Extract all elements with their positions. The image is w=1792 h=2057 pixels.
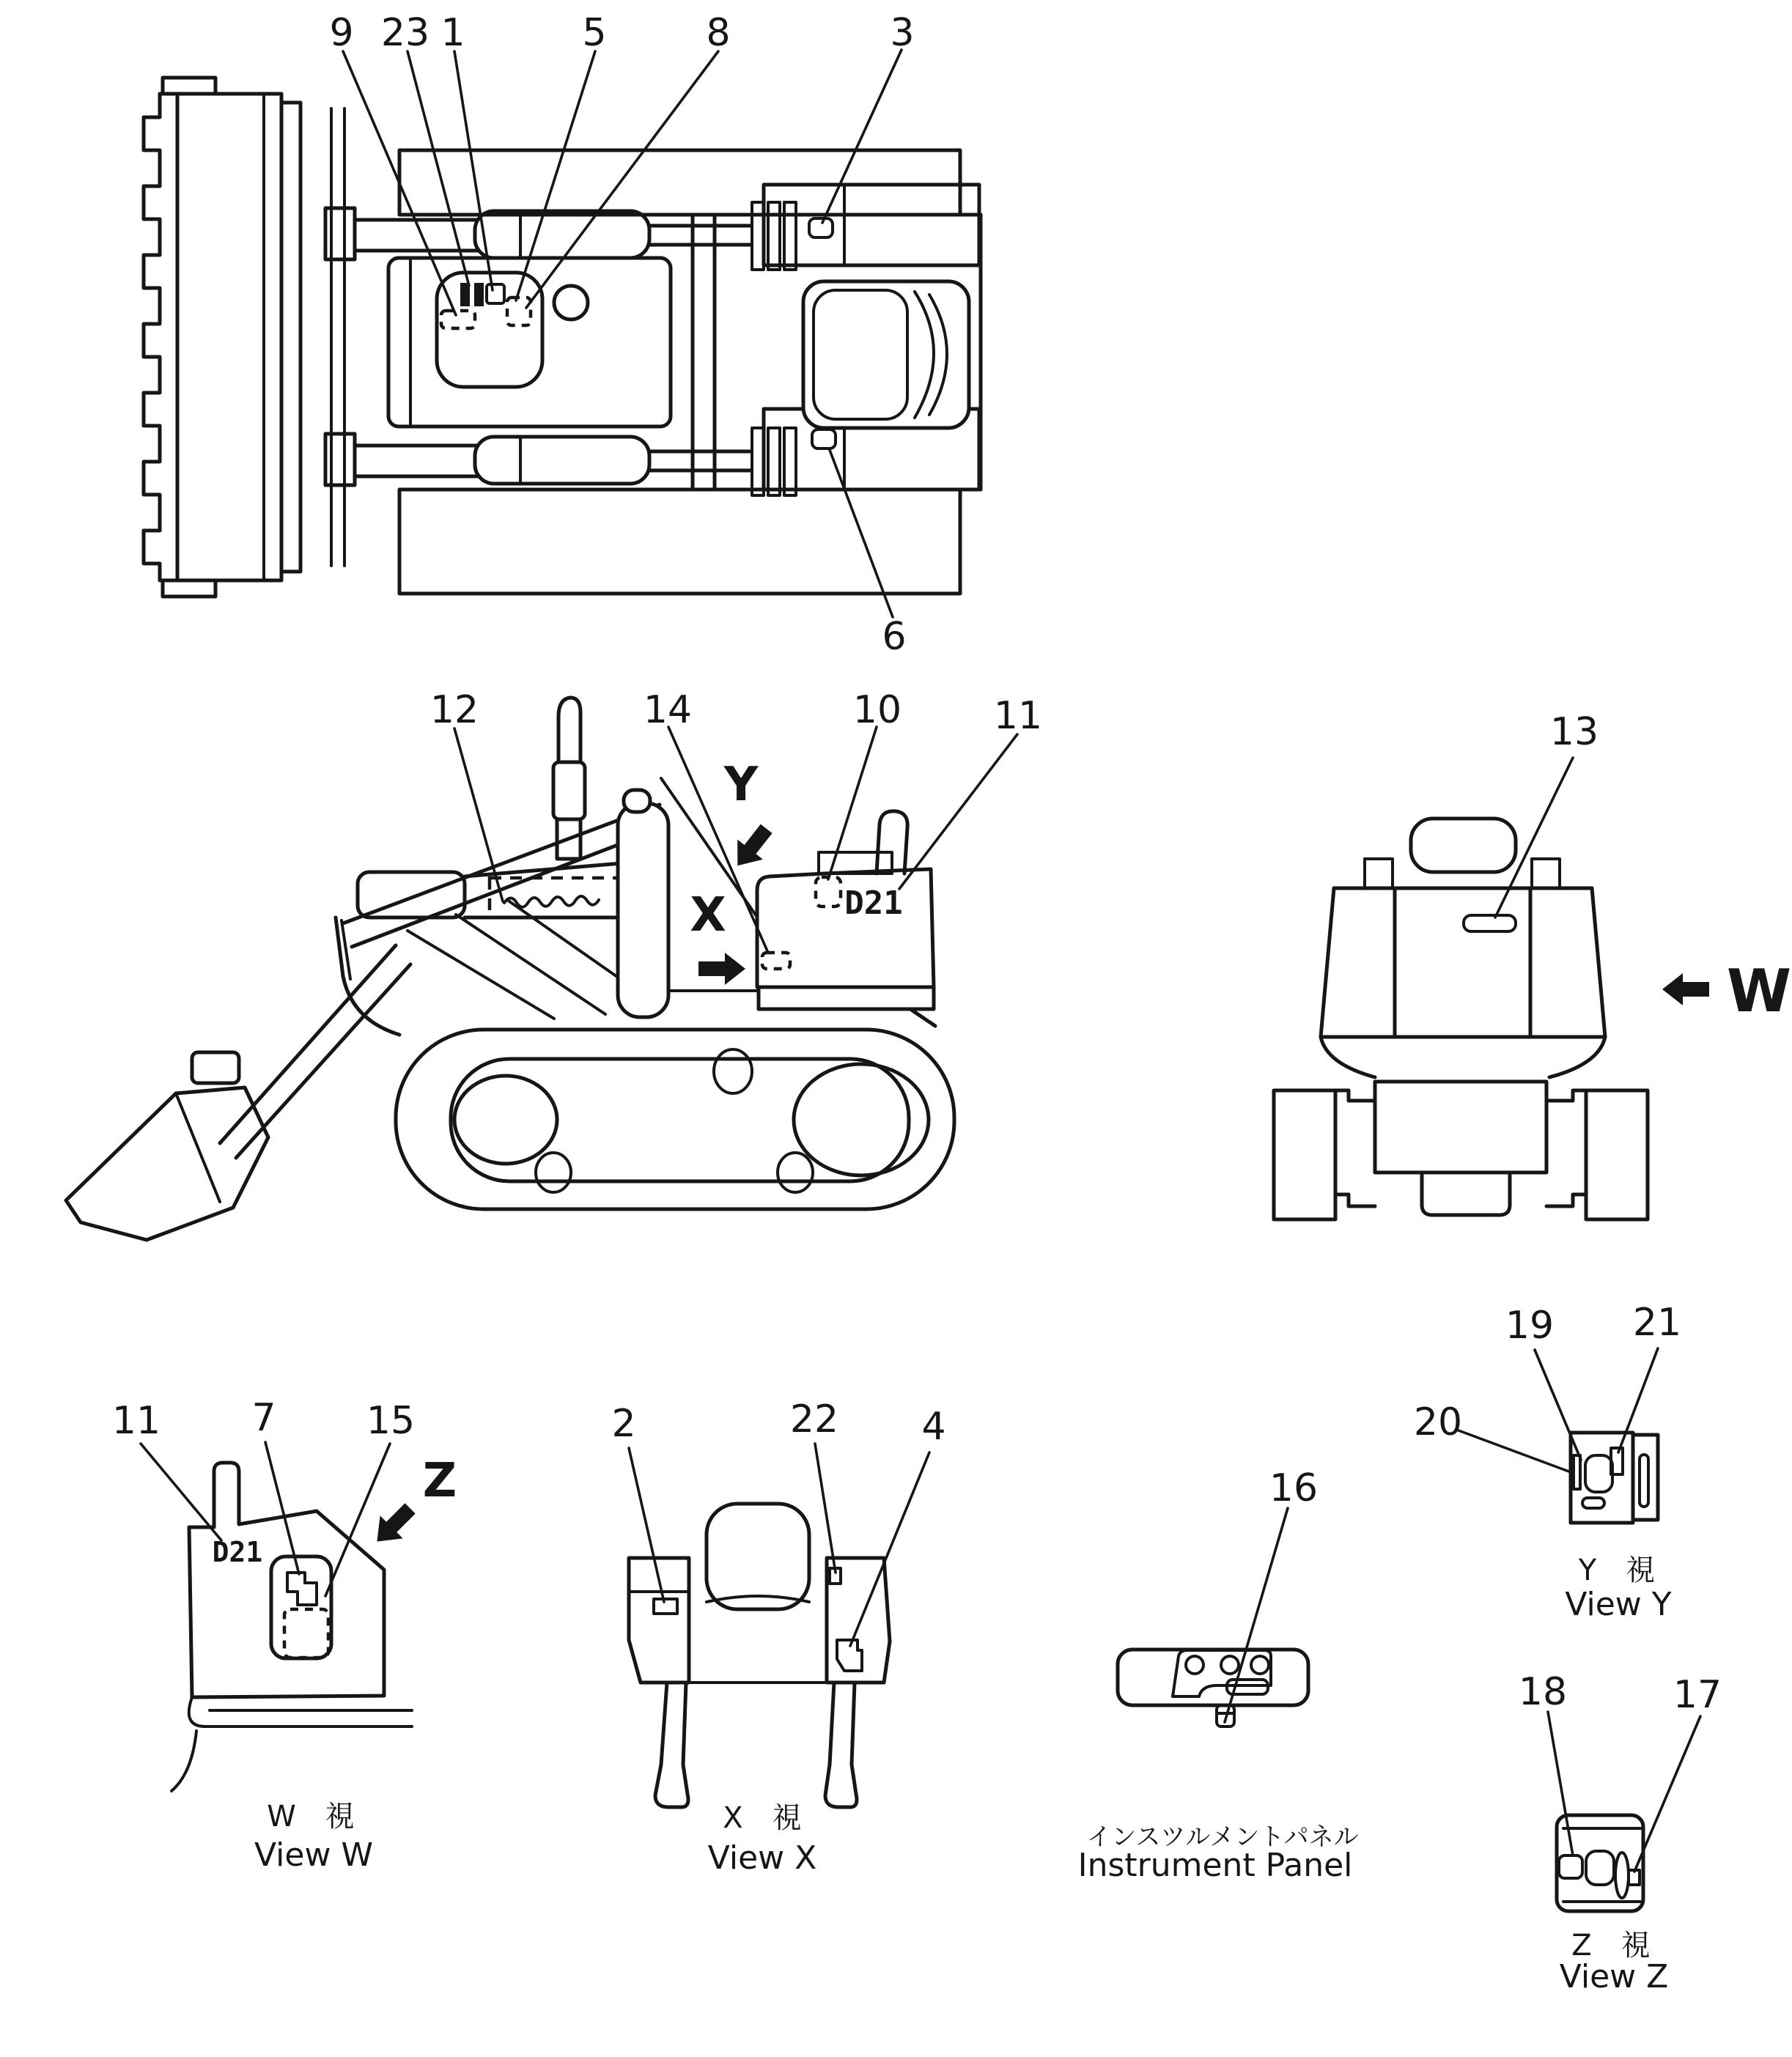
leader-11 — [899, 734, 1017, 889]
caption-view-y-jp: Y 視 — [1578, 1554, 1656, 1587]
leader-w11 — [141, 1444, 221, 1540]
callout-19-label: 19 — [1505, 1304, 1555, 1348]
view-x-direction-arrow — [698, 953, 745, 985]
caption-instrument-panel-en: Instrument Panel — [1077, 1847, 1353, 1884]
top-view — [144, 11, 981, 659]
view-w-detail — [112, 1396, 457, 1874]
plate-13 — [1464, 915, 1516, 931]
leader-19 — [1535, 1350, 1581, 1460]
seat-back-pillar — [618, 790, 668, 1017]
view-letter-z: Z — [422, 1454, 457, 1508]
gauge-1 — [1186, 1656, 1203, 1674]
mark-position-14 — [762, 953, 790, 969]
mark-19 — [1585, 1455, 1612, 1492]
leader-13 — [1495, 758, 1573, 917]
rear-track-right — [1586, 1090, 1648, 1219]
view-y-plate — [1571, 1433, 1658, 1523]
rear-undercarriage — [1274, 1037, 1648, 1219]
caption-instrument-panel-jp: インスツルメントパネル — [1086, 1823, 1359, 1852]
callout-9-label: 9 — [329, 11, 354, 55]
gauge-2 — [1221, 1656, 1239, 1674]
caption-view-x-en: View X — [707, 1839, 817, 1877]
callout-x4-label: 4 — [921, 1405, 946, 1449]
callout-w7-label: 7 — [251, 1396, 276, 1440]
view-z-plate — [1557, 1815, 1643, 1911]
callout-x22-label: 22 — [789, 1397, 839, 1441]
leader-16 — [1225, 1508, 1288, 1722]
gauge-3 — [1251, 1656, 1269, 1674]
caption-view-z-en: View Z — [1559, 1958, 1669, 1995]
mark-position-10 — [816, 877, 841, 906]
callout-3-label: 3 — [890, 11, 915, 55]
callout-1-label: 1 — [440, 11, 465, 55]
callout-8-label: 8 — [706, 11, 731, 55]
leader-3 — [822, 50, 901, 223]
rear-track-left — [1274, 1090, 1335, 1219]
callout-5-label: 5 — [582, 11, 607, 55]
rear-seat-back — [1411, 819, 1516, 872]
callout-21-label: 21 — [1632, 1301, 1682, 1345]
mark-18 — [1559, 1855, 1582, 1878]
leader-18 — [1548, 1712, 1573, 1855]
leader-x2 — [629, 1448, 664, 1602]
bucket — [66, 945, 410, 1240]
callout-17-label: 17 — [1673, 1673, 1722, 1717]
callout-11-label: 11 — [993, 694, 1043, 738]
push-arm-lower — [325, 428, 796, 495]
track-left — [399, 150, 960, 215]
view-letter-w: W — [1726, 957, 1792, 1025]
callout-6-label: 6 — [882, 615, 907, 659]
seat-top — [803, 281, 969, 428]
leader-10 — [828, 727, 877, 879]
leader-w7 — [265, 1442, 299, 1574]
rear-body-shell — [1321, 888, 1605, 1037]
caption-view-w-en: View W — [254, 1836, 373, 1874]
mark-20 — [1574, 1455, 1580, 1489]
rear-view — [1274, 710, 1791, 1219]
callout-x2-label: 2 — [611, 1402, 636, 1446]
plate-6 — [812, 429, 836, 448]
engine-hood — [388, 258, 671, 426]
model-decal-view-w: D21 — [212, 1536, 263, 1568]
view-y-detail — [1414, 1301, 1681, 1623]
callout-13-label: 13 — [1549, 710, 1599, 754]
mark-7 — [287, 1573, 317, 1605]
callout-12-label: 12 — [429, 688, 479, 732]
callout-16-label: 16 — [1269, 1466, 1319, 1510]
plate-2 — [654, 1599, 677, 1614]
side-view — [66, 688, 1042, 1240]
leader-20 — [1459, 1430, 1573, 1473]
caption-view-z-jp: Z 視 — [1571, 1929, 1651, 1962]
instrument-panel-drawing — [1118, 1650, 1308, 1727]
view-x-detail — [611, 1397, 945, 1877]
leader-17 — [1634, 1716, 1700, 1872]
operator-deck — [693, 185, 979, 490]
callout-20-label: 20 — [1413, 1400, 1463, 1444]
caption-view-w-jp: W 視 — [267, 1800, 355, 1833]
caption-view-x-jp: X 視 — [723, 1801, 802, 1835]
view-x-seat — [629, 1504, 890, 1807]
crawler-track — [396, 1030, 954, 1209]
view-z-direction-arrow — [366, 1497, 421, 1553]
instrument-panel-detail — [1078, 1466, 1359, 1884]
mark-position-15 — [284, 1609, 328, 1658]
leader-x22 — [815, 1444, 836, 1573]
view-letter-x: X — [690, 888, 726, 942]
view-w-direction-arrow — [1662, 973, 1709, 1005]
view-y-direction-arrow — [725, 819, 779, 876]
callout-w15-label: 15 — [366, 1399, 416, 1443]
callout-10-label: 10 — [852, 688, 902, 732]
callout-18-label: 18 — [1518, 1670, 1568, 1714]
view-z-detail — [1519, 1670, 1722, 1995]
leader-21 — [1618, 1348, 1658, 1452]
callout-14-label: 14 — [643, 688, 693, 732]
model-decal-side: D21 — [844, 885, 903, 922]
view-w-panel — [172, 1463, 412, 1791]
hood-decal-scribble — [504, 896, 599, 907]
plate-3 — [809, 218, 833, 237]
view-letter-y: Y — [723, 758, 759, 812]
track-right — [399, 490, 960, 594]
blade — [144, 78, 344, 597]
caption-view-y-en: View Y — [1565, 1586, 1672, 1623]
callout-23-label: 23 — [380, 11, 430, 55]
callout-w11-label: 11 — [111, 1399, 161, 1443]
